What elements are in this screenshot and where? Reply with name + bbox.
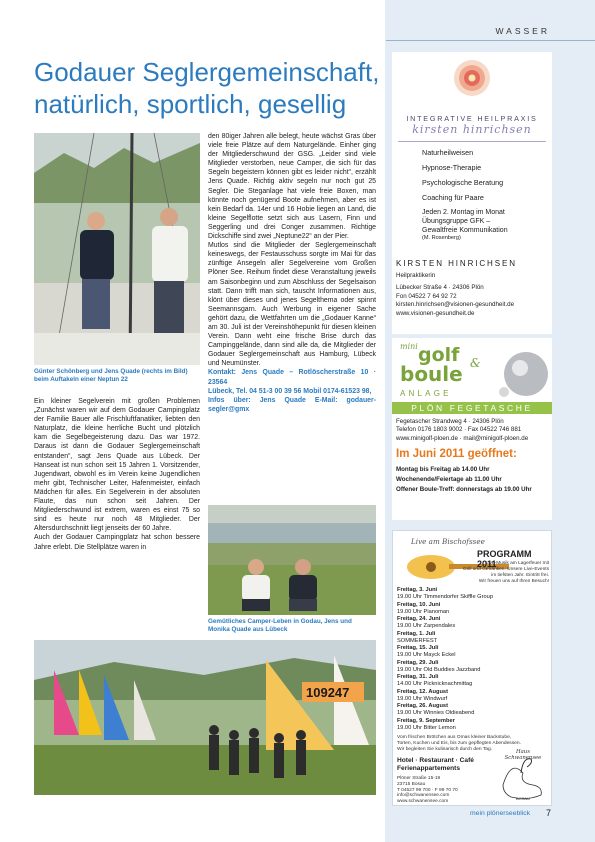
- photo-caption-campers-line-1: Gemütliches Camper-Leben in Godau, Jens und: [208, 618, 352, 625]
- minigolf-headline: Im Juni 2011 geöffnet:: [396, 448, 517, 460]
- event-date: Freitag, 10. Juni: [397, 601, 441, 608]
- event-info: 14.00 Uhr Picknicknachmittag: [397, 681, 473, 688]
- header-rule: [386, 40, 595, 41]
- mandala-logo: [444, 58, 500, 98]
- event-date: Freitag, 29. Juli: [397, 659, 439, 666]
- mandala-icon: [444, 58, 500, 98]
- minigolf-hours-line: Wochenende/Feiertage ab 11.00 Uhr: [396, 476, 502, 483]
- heilpraxis-group: [422, 208, 550, 242]
- group-line: Übungsgruppe GFK –: [422, 218, 491, 225]
- swan-logo-place: BOSAU: [515, 796, 530, 801]
- hotel-line: Ferienappartements: [397, 765, 461, 772]
- boule-balls-icon: [496, 344, 550, 400]
- event-date: Freitag, 24. Juni: [397, 616, 441, 622]
- article-paragraph: Mutlos sind die Mitglieder der Seglergemeinschaft keineswegs, der Festausschuss sorgte im Mai für das zünftige Ansegeln aller Segelvereine vom Großen Plöner See. Reihum findet diese Veranstaltung jeweils am Saisonbeginn und zum Abschluss der Segelsaison statt. Dann trifft man sich, tauscht Informationen aus, klönt über dieses und jenes Segelthema oder spinnt Seemannsgarn. Auch Werbung in eigener Sache gehört dazu, die Wettfahrten um die „Godauer Kanne“ am 30. Juli ist der Vereinshöhepunkt für diesen kleinen Verein. Dann weht eine frische Brise durch das Campinggelände, dann sind alle da, die Mitglieder der Godauer Seglergemeinschaft aus Hamburg, Lübeck und Neumünster.: [208, 242, 376, 368]
- article-paragraph: Ein kleiner Segelverein mit großen Problemen „Zunächst waren wir auf dem Godauer Campingplatz der Familie Bauer alle Frischluftfanatiker, liebten den Naturplatz, die kleine herrliche Bucht und plötzlich kam die Segelbegeisterung dazu. Das war 1972. Daraus ist dann die Godauer Seglergemeinschaft entstanden“, sagt Jens Quade aus Lübeck. Der Hanseat ist nun schon seit 15 Jahren 1. Vorsitzender, Jugendwart, obwohl es im Verein keine Jugendlichen mehr gibt, Technischer Leiter, Hafenmeister, einfach Mädchen für alles. Ein Segelverein in der absoluten Flaute, das nun schon seit Jahren. Der Mitgliederschwund ist extrem, waren es einst 75 so sind es heute nur noch 48 Mitglieder. Der Altersdurchschnitt liegt jenseits der 60 Jahre.: [34, 398, 200, 533]
- footer-magazine: [470, 810, 530, 817]
- service-item: Psychologische Beratung: [422, 178, 504, 187]
- minigolf-logo: [398, 342, 498, 390]
- article-title-line-1: Godauer Seglergemeinschaft,: [34, 57, 380, 87]
- schwanensee-phone: T 04527 99 700 · F 99 70 70: [397, 787, 458, 793]
- event-list: [397, 587, 549, 732]
- event-info: 19.00 Uhr Old Buddies Jazzband: [397, 666, 481, 673]
- photo-campers-graphic: [208, 505, 376, 615]
- contact-line: Lübeck, Tel. 04 51-3 00 39 56 Mobil 0174-61523 98,: [208, 387, 372, 395]
- heilpraxis-profession: Heilpraktikerin: [396, 272, 436, 279]
- event-date: Freitag, 1. Juli: [397, 630, 436, 637]
- promo-line: Wir freuen uns auf Ihren Besuch!: [478, 579, 549, 584]
- schwanensee-contact: [397, 776, 497, 805]
- ad-minigolf: [392, 338, 552, 520]
- heilpraxis-name: KIRSTEN HINRICHSEN: [396, 259, 517, 268]
- section-label: WASSER: [495, 26, 550, 36]
- photo-sailors-rigging: [34, 133, 200, 365]
- heilpraxis-address: Lübecker Straße 4 · 24306 Plön: [396, 284, 484, 292]
- event-info: 19.00 Uhr Zarpendales: [397, 623, 456, 630]
- event-info: 19.00 Uhr Mayck Eckel: [397, 652, 456, 659]
- minigolf-word-golf: golf: [418, 344, 460, 366]
- boule-balls-graphic: [496, 344, 550, 400]
- schwanensee-email: info@schwanensee.com: [397, 793, 450, 799]
- photo-campers: [208, 505, 376, 615]
- ad-schwanensee: [392, 530, 552, 806]
- event-info: 19.00 Uhr Timmendorfer Skiffle Group: [397, 594, 493, 601]
- article-body-middle: [208, 132, 376, 414]
- group-line: Jeden 2. Montag im Monat: [422, 209, 505, 216]
- swan-logo-text: Haus Schwanensee: [504, 749, 542, 761]
- sail-number: 109247: [306, 685, 350, 700]
- schwanensee-script-title: Live am Bischofssee: [411, 537, 485, 546]
- event-date: Freitag, 26. August: [397, 703, 448, 709]
- minigolf-contact: [396, 418, 552, 443]
- article-paragraph: den 80iger Jahren alle belegt, heute wächst Gras über viele freie Plätze auf dem Naturgelände. Einher ging der Mitgliederschwund der GSG. „Leider sind viele Mitglieder verstorben, neue Camper, die sich für das Segeln begeistern können gibt es leider nicht“, erzählt Jens Quade. Richtig aktiv segeln nur noch gut 25 Segler. Die Steganlage hat viele freie Boxen, man könnte noch genügend Boote aufnehmen, aber es ist kein Bedarf da. 14er und 16 Hobie liegen an Land, die kleine Segelflotte setzt sich aus Lasern, Finn und Seggerling und drei Conger zusammen. Richtige Dickschiffe sind zwei „Neptune22“ an der Pier.: [208, 133, 376, 241]
- minigolf-band: PLÖN FEGETASCHE: [392, 402, 552, 414]
- contact-info: [208, 368, 376, 413]
- photo-sailors-rigging-graphic: [34, 133, 200, 365]
- group-line: Gewaltfreie Kommunikation: [422, 227, 508, 234]
- photo-dinghies-graphic: [34, 640, 376, 795]
- article-title: [34, 56, 384, 120]
- heilpraxis-phone: Fon 04522 7 64 92 72: [396, 292, 457, 300]
- heilpraxis-email: kirsten.hinrichsen@visionen-gesundheit.de: [396, 301, 515, 309]
- note-line: Vom frischen Brötchen aus Omas kleiner Backstube,: [397, 735, 512, 740]
- minigolf-hours-line: Montag bis Freitag ab 14.00 Uhr: [396, 466, 490, 473]
- event-info: 19.00 Uhr Bitter Lemon: [397, 724, 456, 731]
- service-item: Naturheilweisen: [422, 148, 474, 157]
- schwanensee-program-title: PROGRAMM 2011: [477, 549, 532, 569]
- photo-dinghies-on-shore: [34, 640, 376, 795]
- event-info: SOMMERFEST: [397, 637, 438, 644]
- event-info: 19.00 Uhr Windwurf: [397, 695, 448, 702]
- swan-logo: [497, 749, 549, 803]
- hotel-line: Hotel · Restaurant · Café: [397, 757, 474, 764]
- group-line: (M. Rosenberg): [422, 235, 461, 241]
- promo-line: im tiefsten Jahr. Eintritt frei.: [491, 573, 549, 578]
- minigolf-word-boule: boule: [400, 362, 463, 386]
- photo-caption-sailors: [34, 368, 204, 384]
- promo-line: Grill und Getränken. Unsere Live-Events: [462, 567, 549, 572]
- note-line: Wir begleiten Sie kulinarisch durch den Tag.: [397, 747, 493, 752]
- minigolf-web: www.minigolf-ploen.de · mail@minigolf-ploen.de: [396, 434, 529, 442]
- schwanensee-web: www.schwanensee.com: [397, 799, 449, 805]
- photo-caption-sailors-line-2: beim Auftakeln einer Neptun 22: [34, 376, 128, 383]
- contact-line: Kontakt: Jens Quade – Rotlöscherstraße 10 · 23564: [208, 369, 376, 386]
- promo-line: Live-Musik am Lagerfeuer mit: [485, 561, 549, 566]
- heilpraxis-script-name: kirsten hinrichsen: [412, 123, 532, 136]
- footer-magazine-prefix: mein plöner: [470, 810, 506, 817]
- note-line: Torten, Kuchen und Eis, bis zum gepflegten Abendessen.: [397, 741, 521, 746]
- heilpraxis-services: [422, 145, 547, 205]
- minigolf-amp: &: [470, 356, 481, 370]
- event-date: Freitag, 12. August: [397, 688, 448, 695]
- heilpraxis-web: www.visionen-gesundheit.de: [396, 309, 475, 317]
- contact-line: Infos über: Jens Quade E-Mail: godauer-segler@gmx: [208, 396, 376, 413]
- schwanensee-hotel: [397, 757, 497, 773]
- minigolf-hours: [396, 465, 552, 495]
- page-number: 7: [546, 808, 552, 818]
- event-date: Freitag, 9. September: [397, 717, 455, 724]
- schwanensee-address: Plöner Straße 15-19: [397, 776, 441, 781]
- schwanensee-address: 23715 Bosau: [397, 781, 426, 787]
- article-paragraph: Auch der Godauer Campingplatz hat schon bessere Jahre erlebt. Die Stellplätze waren in: [34, 534, 200, 551]
- ad-heilpraxis: [392, 52, 552, 334]
- event-info: 19.00 Uhr Winnies Oldieabend: [397, 710, 475, 717]
- event-date: Freitag, 15. Juli: [397, 645, 439, 651]
- event-info: 19.00 Uhr Pianoman: [397, 608, 450, 615]
- minigolf-word-anlage: ANLAGE: [400, 389, 452, 398]
- event-date: Freitag, 3. Juni: [397, 587, 438, 593]
- service-item: Hypnose-Therapie: [422, 163, 482, 172]
- event-date: Freitag, 31. Juli: [397, 674, 439, 680]
- photo-caption-campers: [208, 618, 378, 634]
- service-item: Coaching für Paare: [422, 193, 484, 202]
- footer-magazine-suffix: seeblick: [505, 810, 531, 817]
- photo-caption-sailors-line-1: Günter Schönberg und Jens Quade (rechts im Bild): [34, 368, 188, 375]
- article-title-line-2: natürlich, sportlich, gesellig: [34, 89, 347, 119]
- heilpraxis-rule: [398, 141, 546, 142]
- heilpraxis-tagline: INTEGRATIVE HEILPRAXIS: [406, 114, 538, 123]
- minigolf-hours-line: Offener Boule-Treff: donnerstags ab 19.00 Uhr: [396, 486, 532, 493]
- minigolf-word-mini: mini: [400, 342, 418, 351]
- schwanensee-promo: [439, 561, 549, 585]
- article-body-left: [34, 397, 200, 552]
- minigolf-address: Fegetascher Strandweg 4 · 24306 Plön: [396, 418, 504, 425]
- minigolf-phone: Telefon 0176 1803 9002 · Fax 04522 746 881: [396, 426, 522, 434]
- photo-caption-campers-line-2: Monika Quade aus Lübeck: [208, 626, 288, 633]
- heilpraxis-contact: [396, 272, 552, 318]
